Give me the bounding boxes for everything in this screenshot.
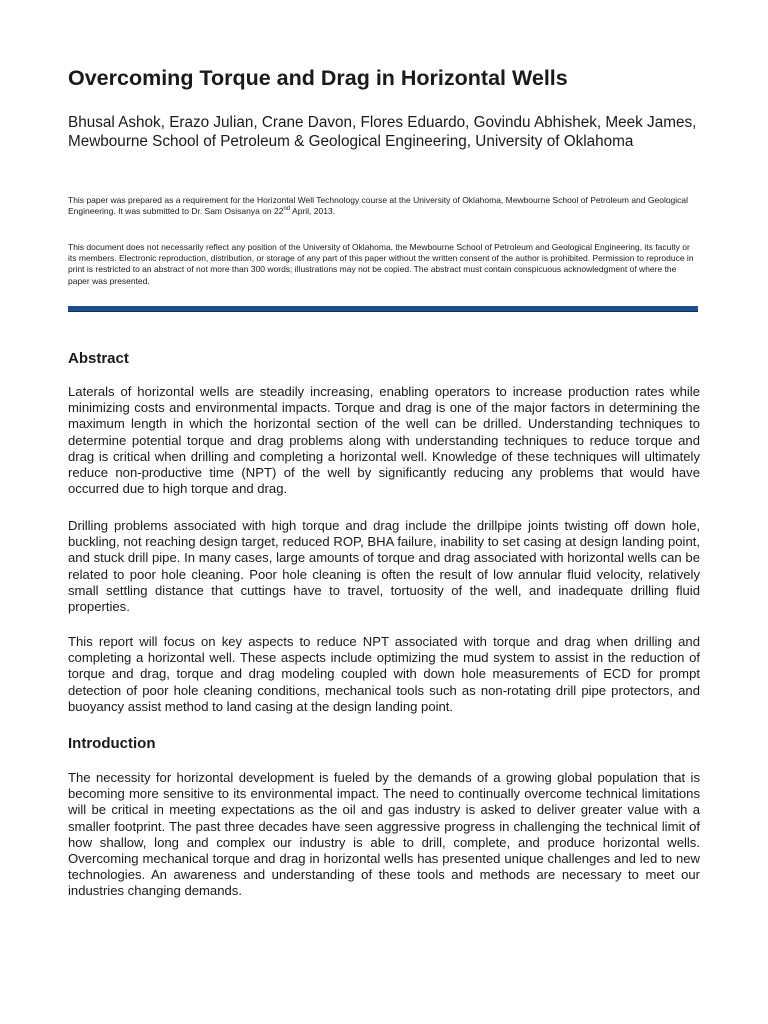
course-note bbox=[68, 195, 700, 217]
ordinal-suffix: nd bbox=[283, 206, 291, 213]
disclaimer-note: This document does not necessarily reflect any position of the University of Oklahoma, the Mewbourne School of Petroleum and Geological Engineering, its faculty or its members. Electronic reproduction, distribution, or storage of any part of this paper without the written consent of the author is prohibited. Permission to reproduce in print is restricted to an abstract of not more than 300 words; illustrations may not be copied. The abstract must contain conspicuous acknowledgment of where the paper was presented. bbox=[68, 242, 694, 286]
abstract-paragraph: Laterals of horizontal wells are steadily increasing, enabling operators to increase production rates while minimizing costs and environmental impacts. Torque and drag is one of the major factors in determining the maximum length in which the horizontal section of the well can be drilled. Understanding techniques to determine potential torque and drag problems along with understanding techniques to reduce torque and drag is critical when drilling and completing a horizontal well. Knowledge of these techniques will ultimately reduce non-productive time (NPT) of the well by significantly reducing any problems that would have occurred due to high torque and drag. bbox=[68, 384, 700, 497]
section-divider bbox=[68, 306, 698, 312]
introduction-heading: Introduction bbox=[68, 735, 156, 752]
abstract-heading: Abstract bbox=[68, 350, 129, 367]
paper-title: Overcoming Torque and Drag in Horizontal Wells bbox=[68, 66, 568, 90]
course-note-text: This paper was prepared as a requirement for the Horizontal Well Technology course at the University of Oklahoma, Mewbourne School of Petroleum and Geological Engineering. It was submitted to Dr. Sam Osisanya on 22 bbox=[68, 195, 689, 217]
abstract-paragraph: Drilling problems associated with high torque and drag include the drillpipe joints twisting off down hole, buckling, not reaching design target, reduced ROP, BHA failure, inability to set casing at design landing point, and stuck drill pipe. In many cases, large amounts of torque and drag associated with horizontal wells can be related to poor hole cleaning. Poor hole cleaning is often the result of low annular fluid velocity, relatively small settling distance that cuttings have to travel, tortuosity of the well, and inadequate drilling fluid properties. bbox=[68, 518, 700, 615]
introduction-paragraph: The necessity for horizontal development is fueled by the demands of a growing global population that is becoming more sensitive to its environmental impact. The need to continually overcome technical limitations will be critical in meeting expectations as the oil and gas industry is asked to deliver greater value with a smaller footprint. The past three decades have seen aggressive progress in challenging the technical limit of how shallow, long and complex our industry is able to drill, complete, and produce horizontal wells. Overcoming mechanical torque and drag in horizontal wells has presented unique challenges and led to new technologies. An awareness and understanding of these tools and methods are necessary to meet our industries changing demands. bbox=[68, 770, 700, 899]
author-list: Bhusal Ashok, Erazo Julian, Crane Davon, Flores Eduardo, Govindu Abhishek, Meek James, Mewbourne School of Petroleum & Geological Engineering, University of Oklahoma bbox=[68, 114, 697, 150]
course-note-date: April, 2013. bbox=[290, 206, 336, 217]
abstract-paragraph: This report will focus on key aspects to reduce NPT associated with torque and drag when drilling and completing a horizontal well. These aspects include optimizing the mud system to assist in the reduction of torque and drag, torque and drag modeling coupled with down hole measurements of ECD for prompt detection of poor hole cleaning conditions, mechanical tools such as non-rotating drill pipe protectors, and buoyancy assist method to land casing at the design landing point. bbox=[68, 634, 700, 714]
